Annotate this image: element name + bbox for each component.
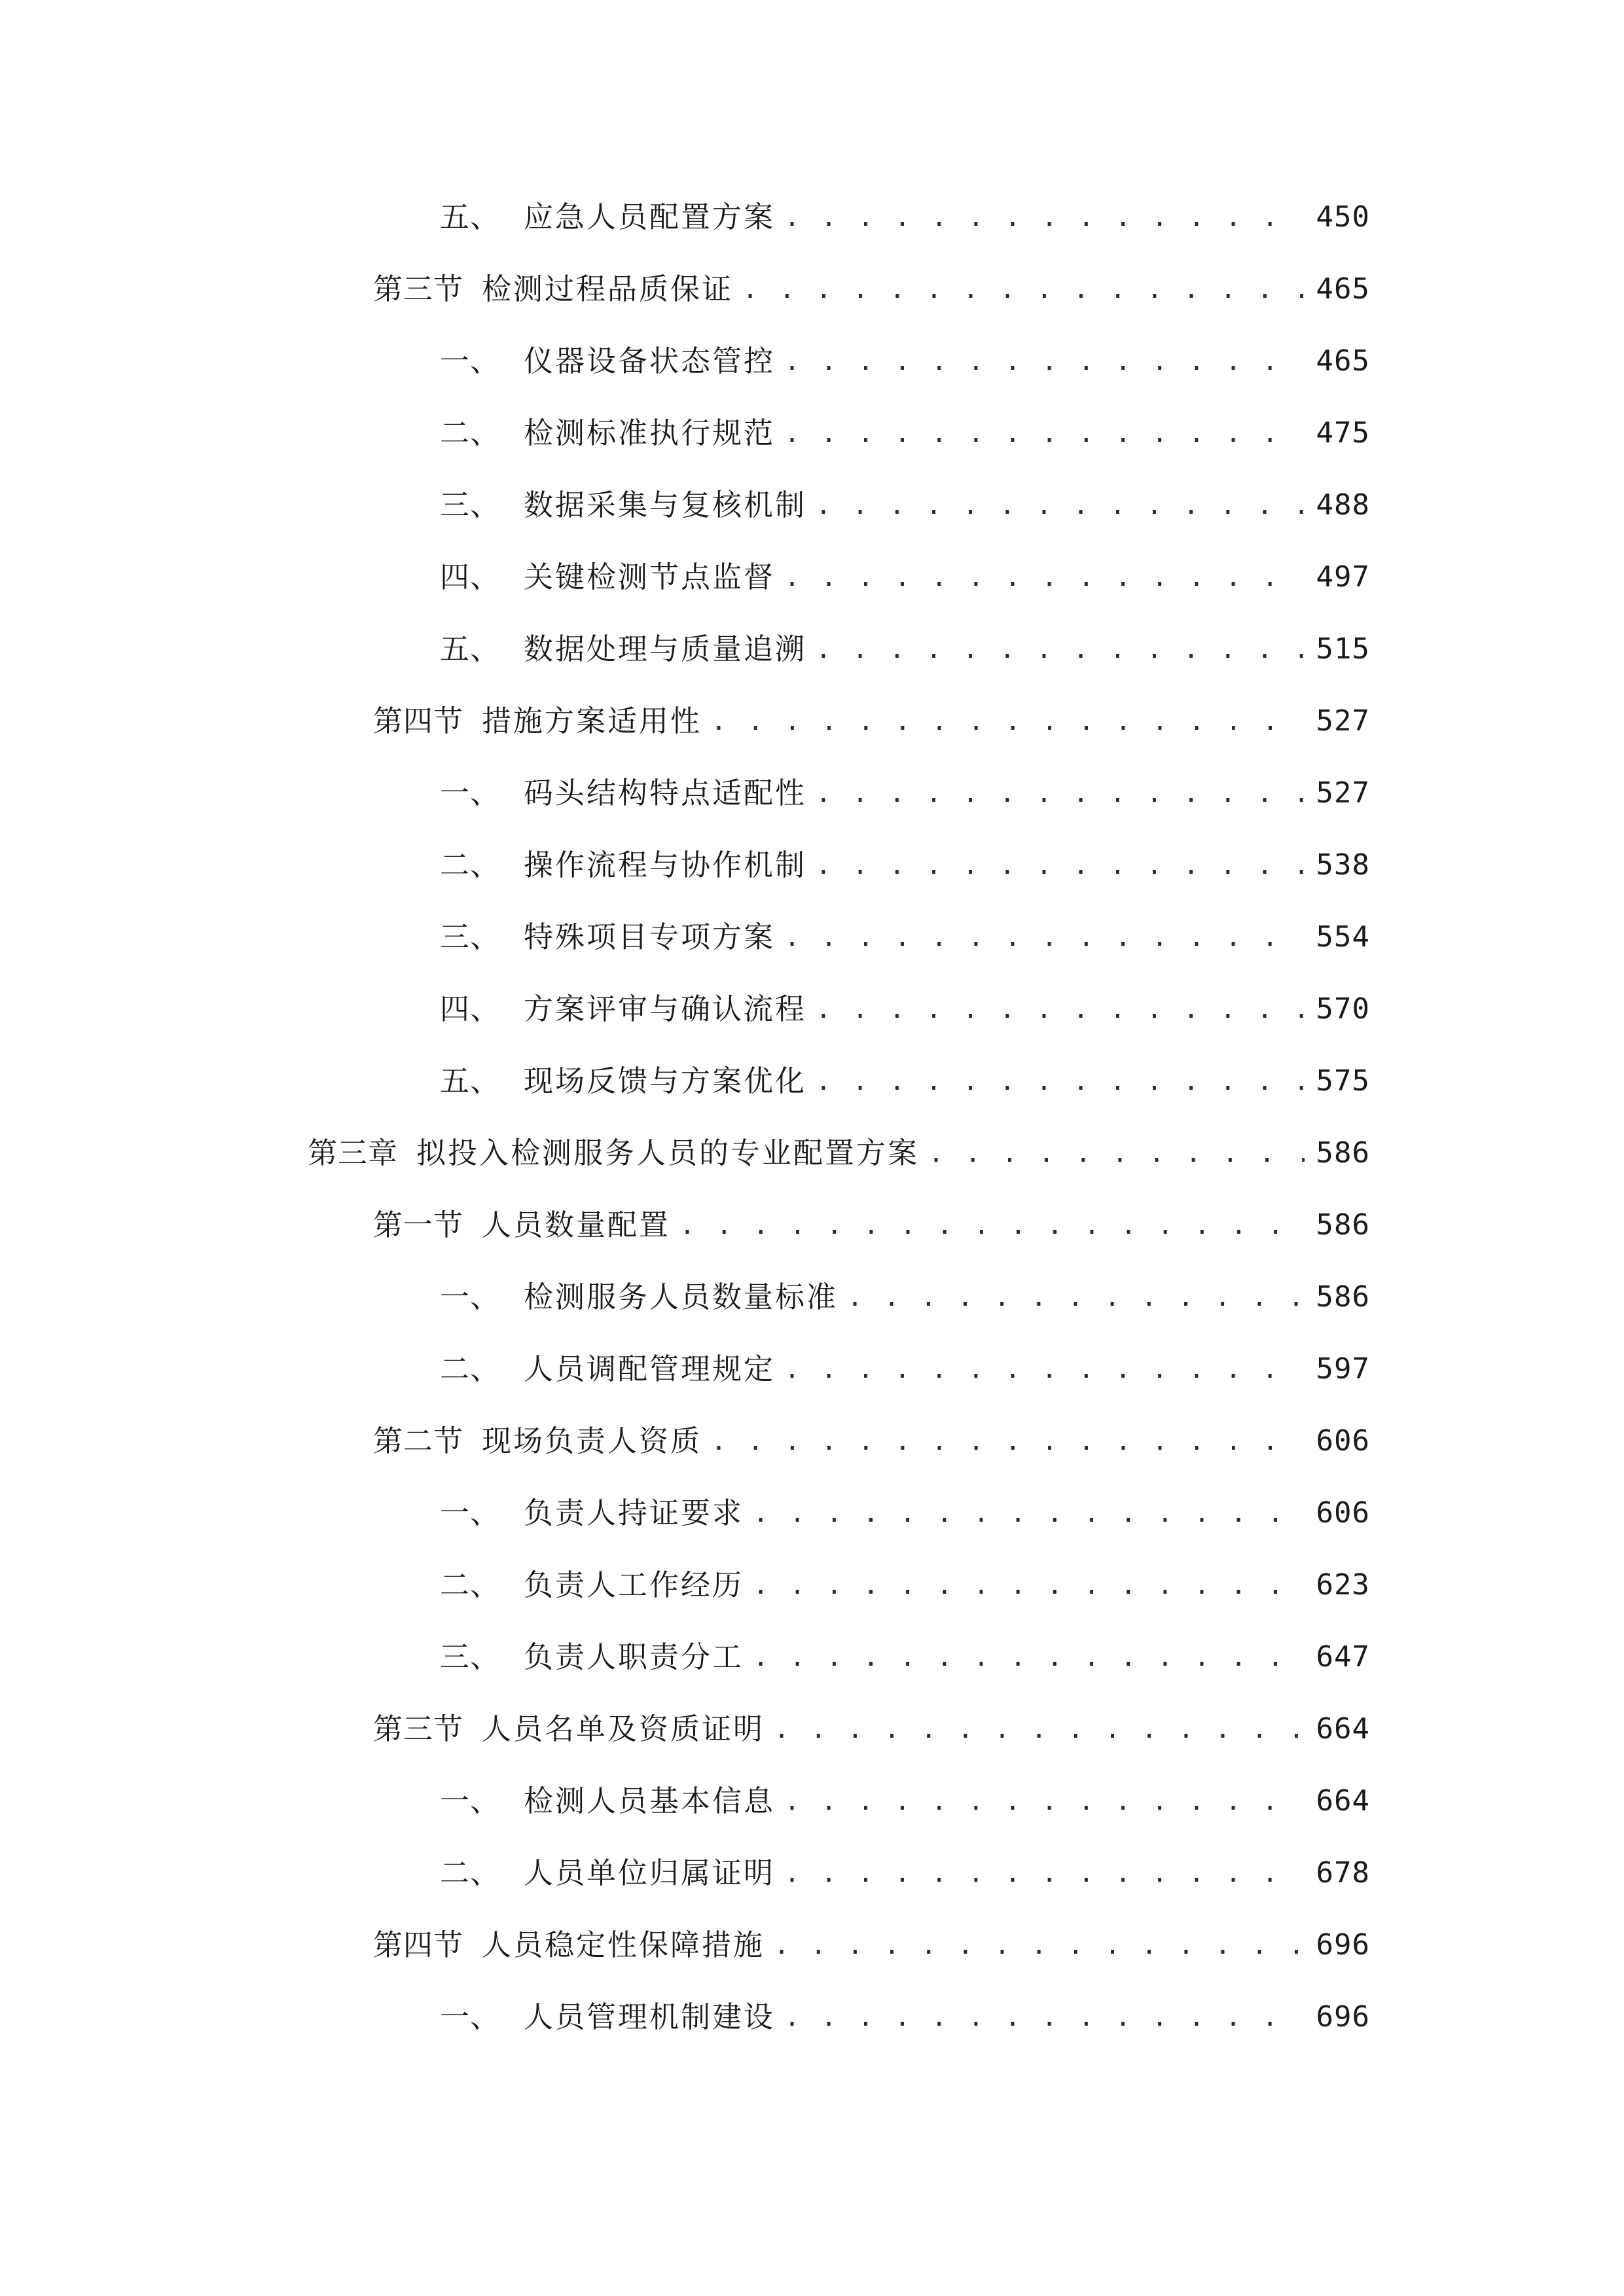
toc-entry[interactable] [373, 1199, 1370, 1251]
toc-entry[interactable] [440, 1487, 1370, 1539]
toc-entry-title: 人员数量配置 [482, 1208, 671, 1242]
toc-entry-number: 一、 [440, 776, 501, 810]
toc-entry[interactable] [440, 1631, 1370, 1683]
dot-leader [679, 1199, 1304, 1251]
toc-entry-title: 现场负责人资质 [482, 1424, 702, 1458]
dot-leader [847, 1271, 1305, 1323]
toc-entry-number: 第四节 [373, 704, 464, 738]
toc-page-number: 450 [1316, 200, 1370, 234]
dot-leader [816, 623, 1305, 675]
toc-entry[interactable] [440, 623, 1370, 675]
toc-entry-title: 检测服务人员数量标准 [524, 1280, 839, 1314]
toc-entry-title: 人员调配管理规定 [524, 1352, 776, 1386]
toc-entry[interactable] [440, 983, 1370, 1035]
toc-entry[interactable] [440, 551, 1370, 603]
toc-entry-title: 检测过程品质保证 [482, 272, 734, 306]
toc-entry-title: 仪器设备状态管控 [524, 344, 776, 378]
dot-leader [784, 911, 1305, 963]
toc-page-number: 538 [1316, 848, 1370, 882]
toc-page-number: 606 [1316, 1496, 1370, 1530]
toc-entry-number: 五、 [440, 632, 501, 666]
toc-entry-title: 人员名单及资质证明 [482, 1712, 765, 1746]
toc-entry-title: 特殊项目专项方案 [524, 920, 776, 954]
toc-entry-title: 关键检测节点监督 [524, 560, 776, 594]
toc-entry-title: 拟投入检测服务人员的专业配置方案 [416, 1136, 920, 1170]
toc-entry-number: 三、 [440, 920, 501, 954]
toc-entry[interactable] [440, 191, 1370, 243]
toc-entry-title: 负责人持证要求 [524, 1496, 744, 1530]
toc-entry-number: 第二节 [373, 1424, 464, 1458]
toc-entry-number: 二、 [440, 1856, 501, 1890]
dot-leader [774, 1703, 1304, 1755]
toc-entry-number: 第四节 [373, 1928, 464, 1962]
toc-entry-title: 负责人工作经历 [524, 1568, 744, 1602]
toc-entry-number: 二、 [440, 1352, 501, 1386]
dot-leader [816, 1055, 1305, 1107]
toc-entry-number: 一、 [440, 1784, 501, 1818]
dot-leader [784, 1991, 1305, 2043]
toc-entry-number: 第三节 [373, 272, 464, 306]
dot-leader [784, 191, 1305, 243]
dot-leader [784, 407, 1305, 459]
toc-page-number: 527 [1316, 776, 1370, 810]
dot-leader [784, 1847, 1305, 1899]
toc-page-number: 515 [1316, 632, 1370, 666]
toc-entry[interactable] [440, 767, 1370, 819]
toc-entry-number: 二、 [440, 1568, 501, 1602]
toc-entry-number: 第三章 [308, 1136, 399, 1170]
toc-entry[interactable] [373, 695, 1370, 747]
toc-page-number: 554 [1316, 920, 1370, 954]
toc-entry-title: 操作流程与协作机制 [524, 848, 807, 882]
toc-entry-number: 第一节 [373, 1208, 464, 1242]
toc-entry-number: 第三节 [373, 1712, 464, 1746]
dot-leader [816, 767, 1305, 819]
toc-entry[interactable] [440, 1055, 1370, 1107]
toc-page-number: 623 [1316, 1568, 1370, 1602]
toc-entry-number: 四、 [440, 560, 501, 594]
toc-entry[interactable] [373, 1415, 1370, 1467]
toc-entry[interactable] [440, 1343, 1370, 1395]
toc-entry-title: 方案评审与确认流程 [524, 992, 807, 1026]
toc-entry-title: 检测标准执行规范 [524, 416, 776, 450]
dot-leader [753, 1559, 1305, 1611]
toc-page-number: 575 [1316, 1064, 1370, 1098]
toc-entry-number: 一、 [440, 2000, 501, 2034]
toc-entry-title: 码头结构特点适配性 [524, 776, 807, 810]
toc-entry-number: 三、 [440, 1640, 501, 1674]
toc-entry-title: 现场反馈与方案优化 [524, 1064, 807, 1098]
toc-page-number: 606 [1316, 1424, 1370, 1458]
toc-entry-title: 数据采集与复核机制 [524, 488, 807, 522]
toc-entry-title: 措施方案适用性 [482, 704, 702, 738]
toc-page-number: 497 [1316, 560, 1370, 594]
toc-page-number: 586 [1316, 1136, 1370, 1170]
toc-entry-number: 二、 [440, 416, 501, 450]
toc-entry[interactable] [440, 1991, 1370, 2043]
toc-entry-title: 人员管理机制建设 [524, 2000, 776, 2034]
dot-leader [784, 335, 1305, 387]
toc-page-number: 696 [1316, 2000, 1370, 2034]
dot-leader [816, 479, 1305, 531]
toc-entry-number: 五、 [440, 200, 501, 234]
toc-page-number: 664 [1316, 1712, 1370, 1746]
dot-leader [774, 1919, 1304, 1971]
toc-page-number: 678 [1316, 1856, 1370, 1890]
toc-page-number: 475 [1316, 416, 1370, 450]
toc-entry-number: 一、 [440, 344, 501, 378]
toc-entry-number: 四、 [440, 992, 501, 1026]
toc-entry-number: 一、 [440, 1496, 501, 1530]
toc-entry-number: 三、 [440, 488, 501, 522]
toc-entry-title: 人员单位归属证明 [524, 1856, 776, 1890]
toc-entry-title: 数据处理与质量追溯 [524, 632, 807, 666]
toc-page-number: 488 [1316, 488, 1370, 522]
toc-entry[interactable] [440, 407, 1370, 459]
toc-entry[interactable] [373, 1703, 1370, 1755]
toc-entry-title: 人员稳定性保障措施 [482, 1928, 765, 1962]
toc-entry[interactable] [440, 911, 1370, 963]
dot-leader [753, 1631, 1305, 1683]
toc-page-number: 696 [1316, 1928, 1370, 1962]
toc-entry-title: 应急人员配置方案 [524, 200, 776, 234]
toc-entry-title: 负责人职责分工 [524, 1640, 744, 1674]
toc-page-number: 465 [1316, 272, 1370, 306]
toc-entry[interactable] [308, 1127, 1370, 1179]
dot-leader [816, 839, 1305, 891]
toc-entry-number: 二、 [440, 848, 501, 882]
toc-entry[interactable] [440, 1559, 1370, 1611]
toc-page-number: 597 [1316, 1352, 1370, 1386]
toc-page-number: 586 [1316, 1280, 1370, 1314]
dot-leader [784, 551, 1305, 603]
toc-entry[interactable] [440, 839, 1370, 891]
dot-leader [753, 1487, 1305, 1539]
dot-leader [711, 1415, 1304, 1467]
toc-entry[interactable] [440, 335, 1370, 387]
toc-page-number: 570 [1316, 992, 1370, 1026]
toc-page-number: 586 [1316, 1208, 1370, 1242]
dot-leader [784, 1343, 1305, 1395]
toc-entry[interactable] [440, 1775, 1370, 1827]
dot-leader [816, 983, 1305, 1035]
toc-entry-number: 五、 [440, 1064, 501, 1098]
toc-entry[interactable] [440, 479, 1370, 531]
toc-entry-title: 检测人员基本信息 [524, 1784, 776, 1818]
toc-page-number: 647 [1316, 1640, 1370, 1674]
toc-entry[interactable] [440, 1847, 1370, 1899]
toc-page-number: 465 [1316, 344, 1370, 378]
toc-page-number: 527 [1316, 704, 1370, 738]
toc-page-number: 664 [1316, 1784, 1370, 1818]
dot-leader [711, 695, 1304, 747]
dot-leader [742, 263, 1304, 315]
toc-entry[interactable] [373, 1919, 1370, 1971]
toc-entry-number: 一、 [440, 1280, 501, 1314]
dot-leader [784, 1775, 1305, 1827]
toc-entry[interactable] [373, 263, 1370, 315]
toc-entry[interactable] [440, 1271, 1370, 1323]
dot-leader [928, 1127, 1304, 1179]
